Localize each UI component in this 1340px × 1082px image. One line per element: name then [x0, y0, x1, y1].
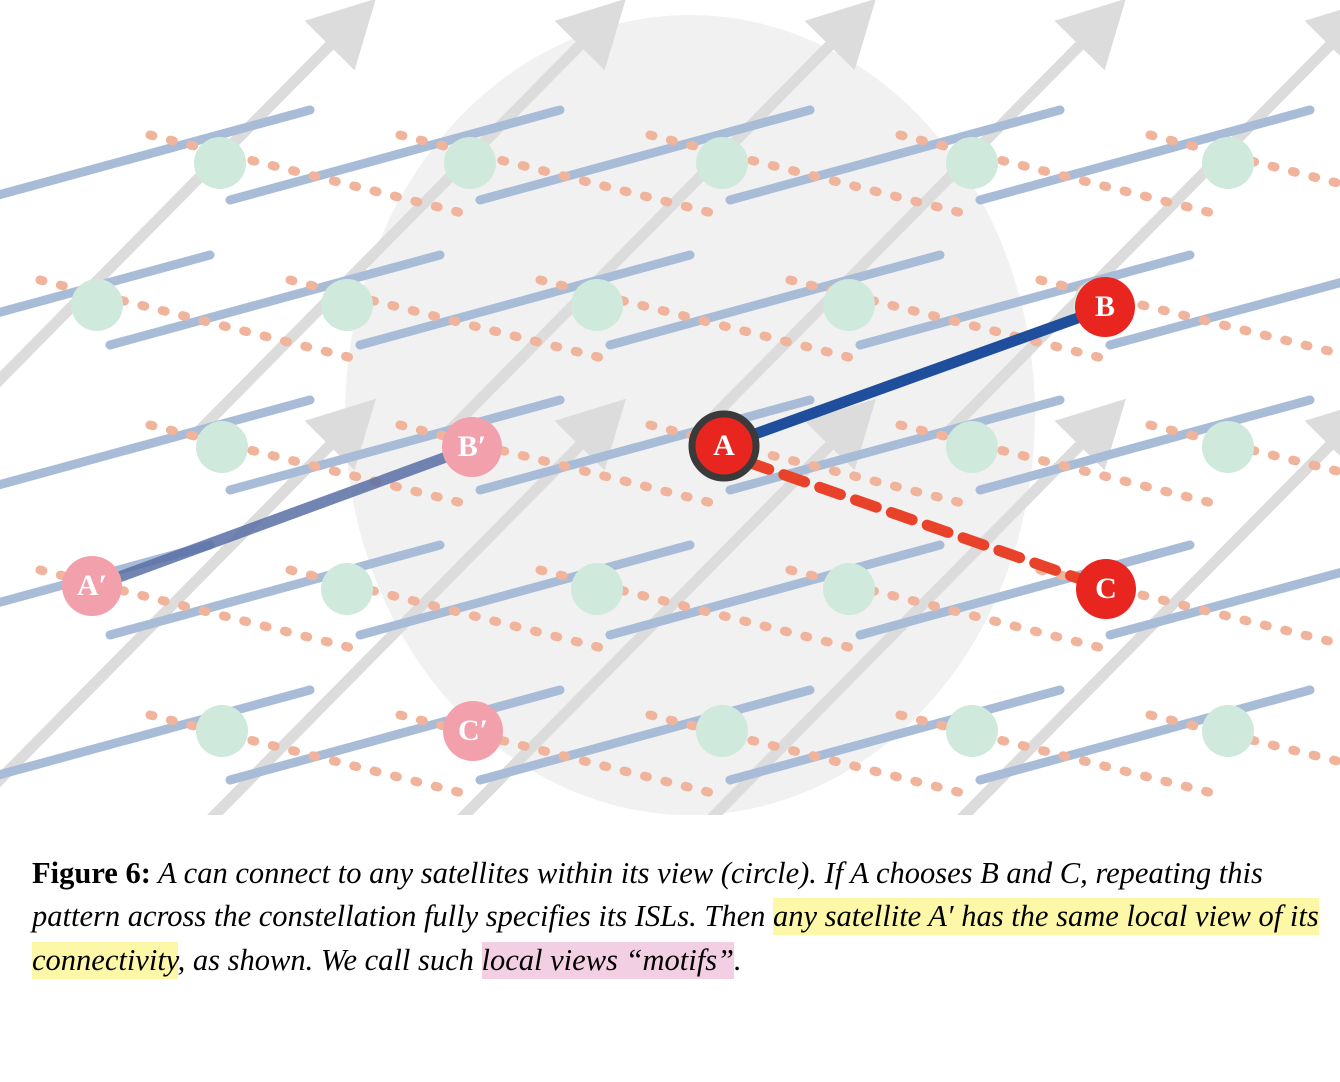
node-bprime[interactable]: [442, 417, 502, 477]
caption-part-2: , as shown. We call such: [177, 942, 482, 977]
node-a-label: A: [713, 428, 735, 462]
caption-part-3: .: [734, 942, 742, 977]
node-cprime[interactable]: [443, 701, 503, 761]
node-cprime-label: C′: [457, 713, 489, 747]
figure-number: Figure 6:: [32, 856, 151, 890]
node-b[interactable]: [1075, 277, 1135, 337]
node-c-label: C: [1095, 571, 1117, 605]
caption-part-1: A can connect to any satellites within its view (circle). If A chooses B and C, repeating this pattern across the constellation fully specifies its ISLs. Then: [32, 856, 1263, 934]
view-circle: [345, 15, 1035, 815]
node-b-label: B: [1094, 289, 1116, 323]
node-a[interactable]: [692, 414, 756, 478]
caption-highlight-motif-view: any satellite A′ has the same local view of its connectivity: [32, 899, 1319, 977]
caption-highlight-motifs: local views “motifs”: [481, 942, 735, 977]
node-aprime-label: A′: [76, 568, 108, 602]
node-c[interactable]: [1076, 559, 1136, 619]
node-aprime[interactable]: [62, 556, 122, 616]
node-bprime-label: B′: [457, 429, 487, 463]
figure-caption: [32, 852, 1320, 982]
